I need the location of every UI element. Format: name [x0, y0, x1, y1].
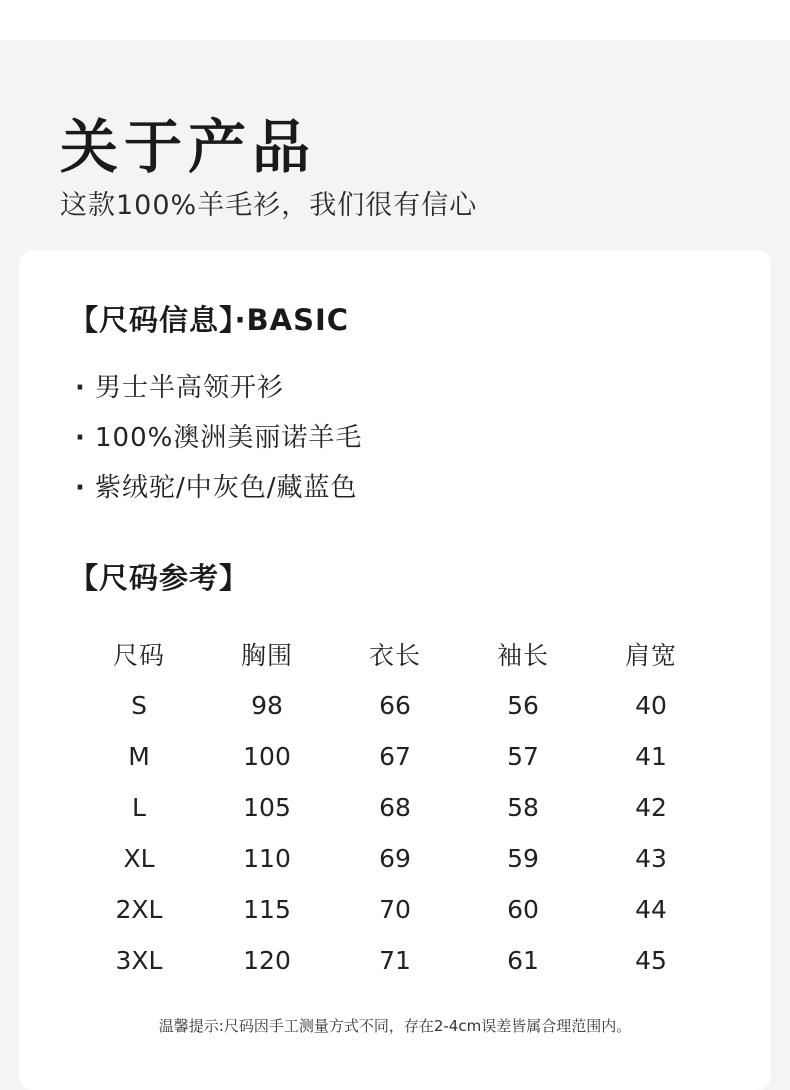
bullet-dot: ·	[75, 423, 86, 453]
cell-shoulder: 41	[635, 742, 667, 771]
cell-shoulder: 40	[635, 691, 667, 720]
size-reference-title: 【尺码参考】	[69, 561, 250, 595]
measurement-note: 温馨提示:尺码因手工测量方式不同，存在2-4cm误差皆属合理范围内。	[158, 1017, 632, 1035]
top-strip	[0, 0, 790, 40]
cell-sleeve: 57	[507, 742, 539, 771]
cell-sleeve: 58	[507, 793, 539, 822]
page-title: 关于产品	[60, 113, 317, 181]
table-row	[75, 731, 715, 782]
size-info-title: 【尺码信息】·BASIC	[69, 303, 350, 337]
cell-sleeve: 56	[507, 691, 539, 720]
bullet-dot: ·	[75, 473, 86, 503]
table-row	[75, 935, 715, 986]
cell-chest: 98	[251, 691, 283, 720]
feature-item	[75, 413, 362, 463]
cell-sleeve: 61	[507, 946, 539, 975]
cell-length: 70	[379, 895, 411, 924]
feature-item	[75, 363, 362, 413]
cell-sleeve: 59	[507, 844, 539, 873]
cell-size: 2XL	[115, 895, 163, 924]
cell-shoulder: 45	[635, 946, 667, 975]
cell-shoulder: 42	[635, 793, 667, 822]
cell-length: 69	[379, 844, 411, 873]
size-chart-table	[75, 628, 715, 986]
table-row	[75, 680, 715, 731]
product-feature-list	[75, 363, 362, 513]
size-info-card	[19, 250, 771, 1090]
cell-chest: 120	[243, 946, 291, 975]
header-length: 衣长	[368, 641, 421, 670]
cell-chest: 115	[243, 895, 291, 924]
table-header-row	[75, 628, 715, 680]
cell-length: 68	[379, 793, 411, 822]
cell-chest: 105	[243, 793, 291, 822]
feature-text: 100%澳洲美丽诺羊毛	[95, 423, 363, 453]
cell-sleeve: 60	[507, 895, 539, 924]
cell-shoulder: 44	[635, 895, 667, 924]
feature-item	[75, 463, 362, 513]
table-row	[75, 884, 715, 935]
cell-size: 3XL	[115, 946, 163, 975]
table-row	[75, 782, 715, 833]
header-chest: 胸围	[240, 641, 293, 670]
header-shoulder: 肩宽	[624, 641, 677, 670]
cell-size: XL	[123, 844, 155, 873]
cell-shoulder: 43	[635, 844, 667, 873]
page-subtitle: 这款100%羊毛衫，我们很有信心	[60, 190, 478, 221]
cell-length: 71	[379, 946, 411, 975]
product-header	[60, 112, 477, 224]
header-size: 尺码	[112, 641, 165, 670]
table-row	[75, 833, 715, 884]
feature-text: 紫绒驼/中灰色/藏蓝色	[95, 473, 358, 503]
cell-size: S	[131, 691, 147, 720]
cell-size: M	[128, 742, 150, 771]
header-sleeve: 袖长	[496, 641, 549, 670]
cell-size: L	[132, 793, 146, 822]
feature-text: 男士半高领开衫	[95, 373, 285, 403]
cell-length: 66	[379, 691, 411, 720]
cell-length: 67	[379, 742, 411, 771]
cell-chest: 110	[243, 844, 291, 873]
cell-chest: 100	[243, 742, 291, 771]
bullet-dot: ·	[75, 373, 86, 403]
